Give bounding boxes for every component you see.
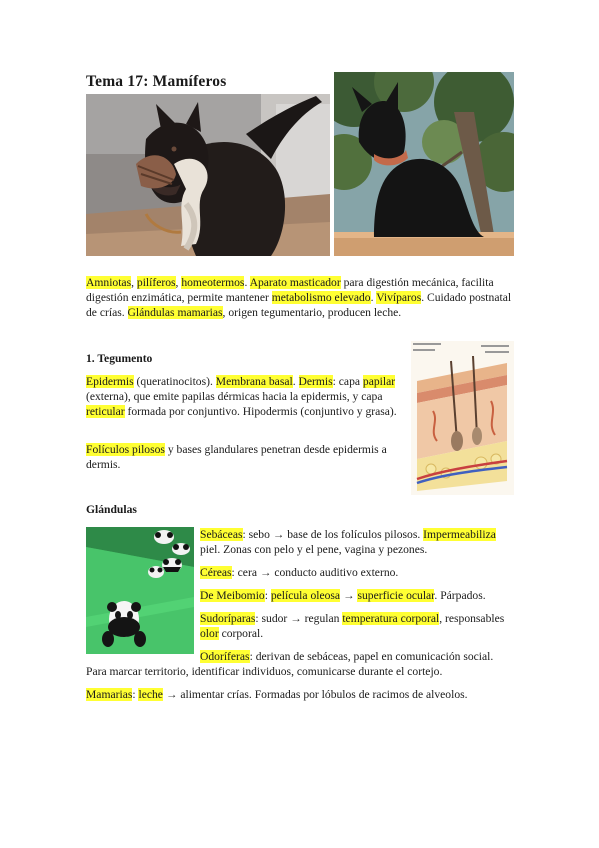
tegumento-heading: 1. Tegumento [86, 352, 153, 365]
skin-diagram [411, 341, 514, 495]
pandas-slide-photo [86, 527, 194, 654]
glandulas-odoriferas: Odoríferas: derivan de sebáceas, papel en comunicación social. Para marcar territorio, identificar individuos, comunicarse durante el cortejo. [86, 650, 494, 678]
dog-with-rope-illustration [86, 94, 330, 256]
glandulas-sudoriparas: Sudoríparas: sudor → regulan temperatura corporal, responsables olor corporal. [200, 612, 505, 640]
dog-by-tree-illustration [334, 72, 514, 256]
glandulas-sebaceas: Sebáceas: sebo → base de los folículos pilosos. Impermeabiliza piel. Zonas con pelo y el pene, vagina y pezones. [200, 528, 496, 556]
glandulas-mamarias: Mamarias: leche → alimentar crías. Formadas por lóbulos de racimos de alveolos. [86, 688, 468, 701]
glandulas-cereas: Céreas: cera → conducto auditivo externo. [200, 566, 399, 579]
tegumento-paragraph-1: Epidermis (queratinocitos). Membrana basal. Dermis: capa papilar (externa), que emite papilas dérmicas hacia la epidermis, y capa reticular formada por conjuntivo. Hipodermis (conjuntivo y grasa). [86, 375, 397, 418]
dog-by-tree-photo [334, 72, 514, 256]
dog-with-rope-photo [86, 94, 330, 256]
skin-cross-section-illustration [411, 341, 514, 495]
intro-paragraph: Amniotas, pilíferos, homeotermos. Aparato masticador para digestión mecánica, facilita digestión enzimática, permite mantener metabolismo elevado. Vivíparos. Cuidado postnatal de crías. Glándulas mamarias, origen tegumentario, producen leche. [86, 276, 512, 319]
pandas-on-green-slide-illustration [86, 527, 194, 654]
glandulas-meibomio: De Meibomio: película oleosa → superficie ocular. Párpados. [200, 589, 486, 602]
tegumento-paragraph-2: Folículos pilosos y bases glandulares penetran desde epidermis a dermis. [86, 443, 387, 471]
glandulas-heading: Glándulas [86, 503, 137, 516]
page-title: Tema 17: Mamíferos [86, 73, 227, 90]
